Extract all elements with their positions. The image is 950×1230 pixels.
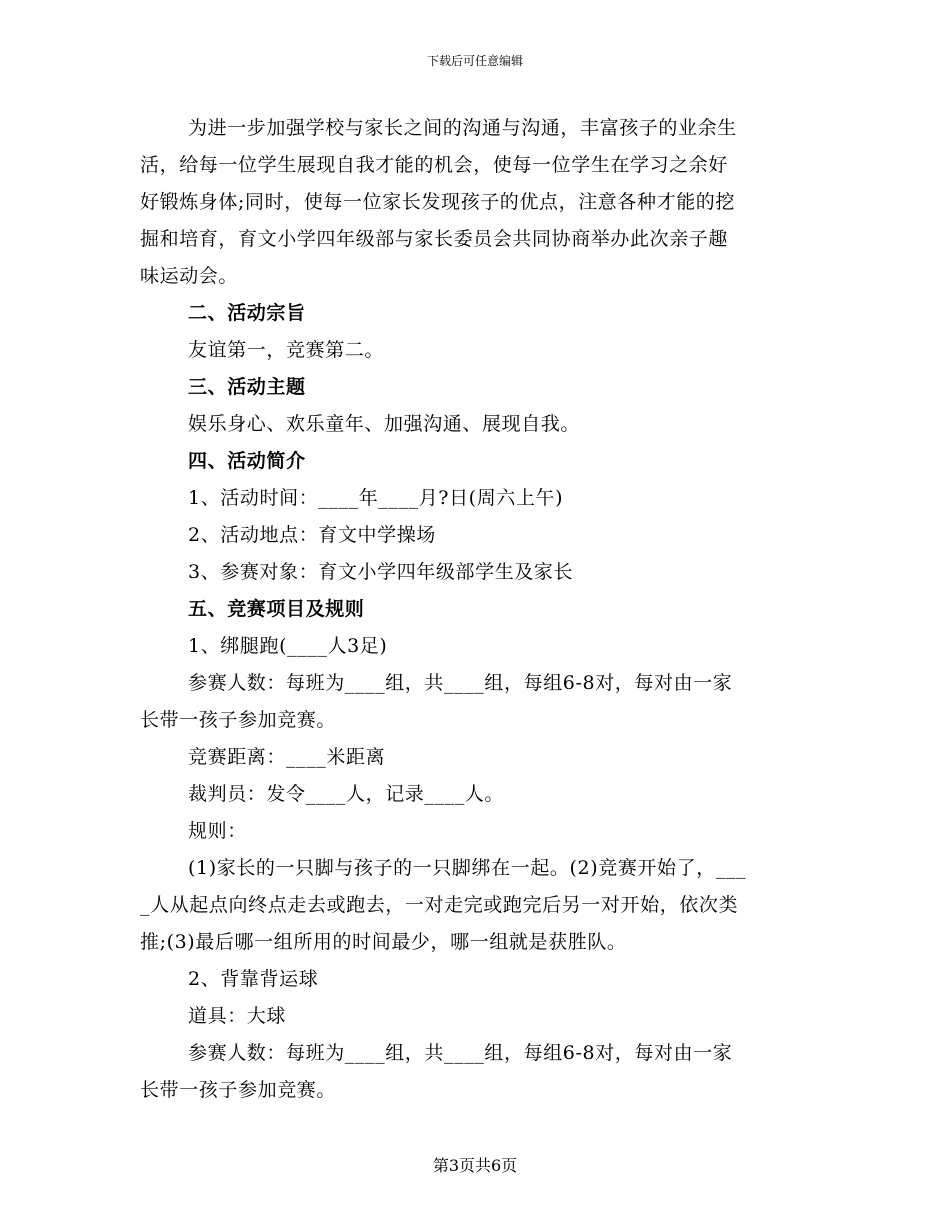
intro-line-1: 为进一步加强学校与家长之间的沟通与沟通，丰富孩子的业余生 — [188, 117, 737, 139]
section-heading-overview: 四、活动简介 — [188, 450, 306, 472]
overview-item-location: 2、活动地点：育文中学操场 — [188, 524, 436, 546]
game2-participants-line-1: 参赛人数：每班为____组，共____组，每组6-8对，每对由一家 — [188, 1042, 733, 1064]
game2-title: 2、背靠背运球 — [188, 968, 319, 990]
game2-props: 道具：大球 — [188, 1005, 287, 1027]
intro-line-5: 味运动会。 — [140, 265, 239, 287]
game1-rules-line-2: _人从起点向终点走去或跑去，一对走完或跑完后另一对开始，依次类 — [140, 894, 739, 916]
section-heading-events: 五、竞赛项目及规则 — [188, 598, 365, 620]
page-footer: 第3页共6页 — [432, 1156, 518, 1175]
game1-rules-label: 规则： — [188, 820, 247, 842]
intro-line-3: 好锻炼身体;同时，使每一位家长发现孩子的优点，注意各种才能的挖 — [140, 191, 736, 213]
game1-participants-line-2: 长带一孩子参加竞赛。 — [140, 709, 337, 731]
game1-rules-line-3: 推;(3)最后哪一组所用的时间最少，哪一组就是获胜队。 — [140, 931, 627, 953]
intro-line-2: 活，给每一位学生展现自我才能的机会，使每一位学生在学习之余好 — [140, 154, 729, 176]
game1-referees: 裁判员：发令____人，记录____人。 — [188, 783, 505, 805]
document-body — [140, 110, 820, 1109]
game1-participants-line-1: 参赛人数：每班为____组，共____组，每组6-8对，每对由一家 — [188, 672, 733, 694]
overview-item-time: 1、活动时间：____年____月?日(周六上午) — [188, 487, 564, 509]
game1-rules-line-1: (1)家长的一只脚与孩子的一只脚绑在一起。(2)竞赛开始了，___ — [188, 857, 747, 879]
page-header: 下载后可任意编辑 — [426, 54, 523, 68]
game2-participants-line-2: 长带一孩子参加竞赛。 — [140, 1079, 337, 1101]
game1-distance: 竞赛距离：____米距离 — [188, 746, 386, 768]
section-heading-purpose: 二、活动宗旨 — [188, 302, 306, 324]
game1-title: 1、绑腿跑(____人3足) — [188, 635, 388, 657]
section-text-purpose: 友谊第一，竞赛第二。 — [188, 339, 385, 361]
section-text-theme: 娱乐身心、欢乐童年、加强沟通、展现自我。 — [188, 413, 581, 435]
section-heading-theme: 三、活动主题 — [188, 376, 306, 398]
intro-line-4: 掘和培育，育文小学四年级部与家长委员会共同协商举办此次亲子趣 — [140, 228, 729, 250]
overview-item-participants: 3、参赛对象：育文小学四年级部学生及家长 — [188, 561, 574, 583]
